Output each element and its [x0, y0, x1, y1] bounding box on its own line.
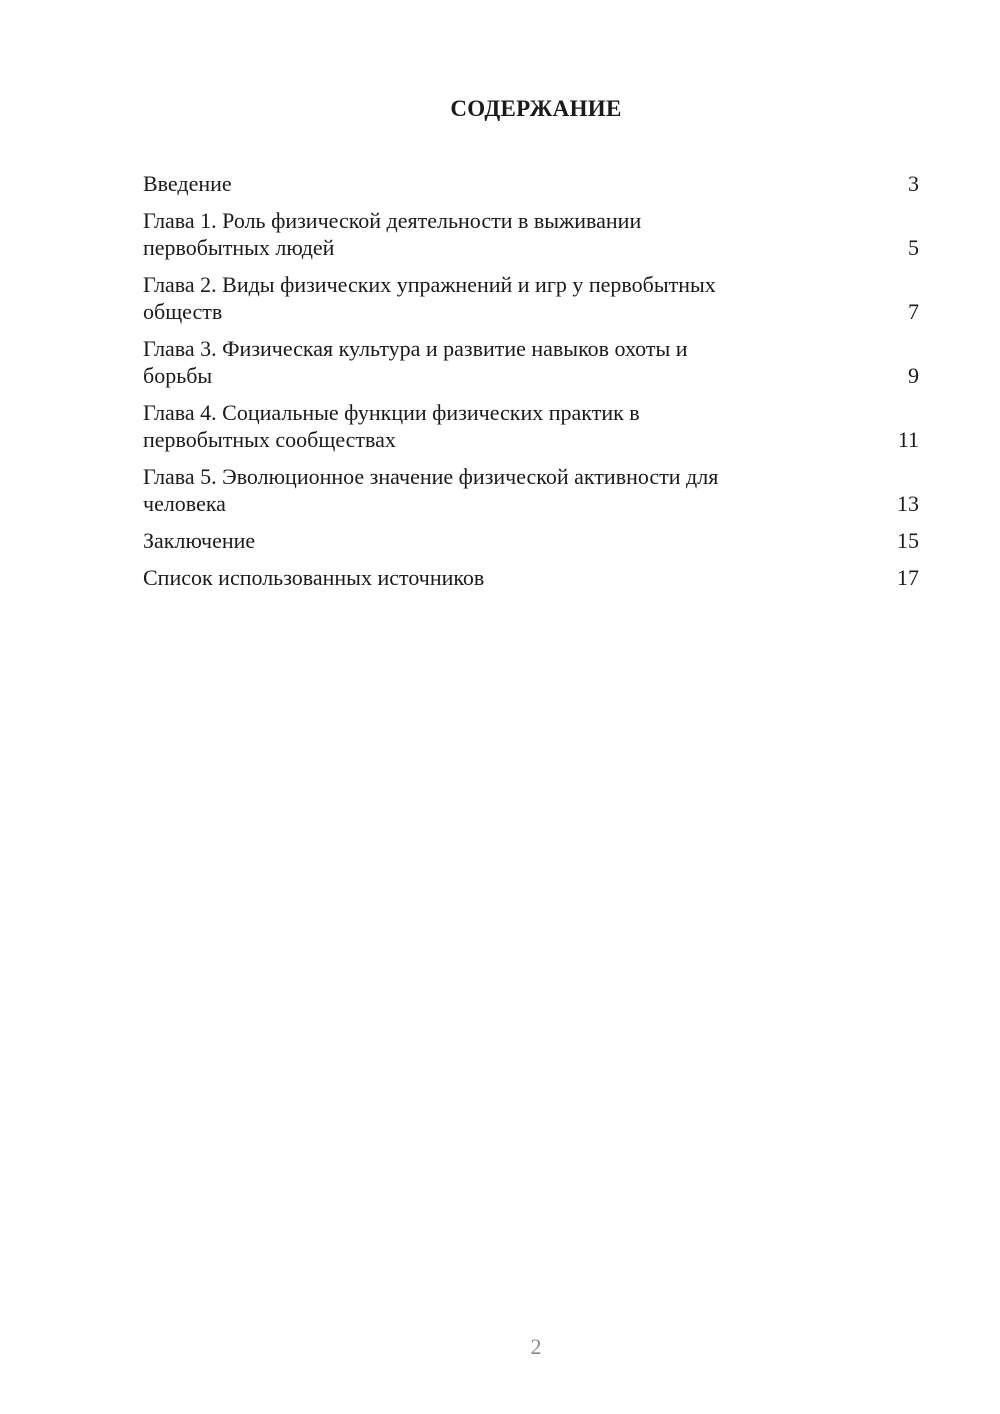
toc-entry-page: 13: [897, 491, 919, 516]
toc-entry-page: 5: [908, 235, 919, 260]
toc-entry-line: первобытных людей: [143, 235, 335, 260]
toc-entry-line: обществ: [143, 299, 223, 324]
toc-entry-line: первобытных сообществах: [143, 427, 396, 452]
toc-entry-line: Глава 4. Социальные функции физических практик в: [143, 400, 640, 425]
toc-entry-line: борьбы: [143, 363, 213, 388]
toc-entry-line: Заключение: [143, 528, 256, 553]
toc-entry-conclusion[interactable]: [143, 527, 919, 554]
toc-entry-line: Список использованных источников: [143, 565, 485, 590]
toc-entry-label: [143, 463, 843, 517]
toc-entry-label: [143, 527, 843, 554]
toc-entry-line: Глава 2. Виды физических упражнений и игр у первобытных: [143, 272, 716, 297]
toc-entry-label: [143, 170, 843, 197]
toc-entry-page: 7: [908, 299, 919, 324]
toc-entry-chapter-2[interactable]: [143, 271, 919, 325]
toc-entry-label: [143, 564, 843, 591]
page-title: СОДЕРЖАНИЕ: [450, 96, 622, 121]
toc-entry-page: 11: [897, 427, 919, 452]
toc-entry-line: Глава 1. Роль физической деятельности в выживании: [143, 208, 642, 233]
toc-entry-chapter-3[interactable]: [143, 335, 919, 389]
toc-entry-line: Введение: [143, 171, 232, 196]
page-number: 2: [530, 1334, 542, 1359]
toc-entry-chapter-1[interactable]: [143, 207, 919, 261]
toc-entry-line: Глава 5. Эволюционное значение физической активности для: [143, 464, 719, 489]
toc-entry-page: 17: [897, 565, 919, 590]
toc-entry-chapter-5[interactable]: [143, 463, 919, 517]
toc-entry-label: [143, 271, 843, 325]
toc-entry-page: 9: [908, 363, 919, 388]
toc-entry-page: 3: [908, 171, 919, 196]
table-of-contents: [143, 170, 919, 601]
toc-entry-label: [143, 335, 843, 389]
toc-entry-introduction[interactable]: [143, 170, 919, 197]
toc-entry-references[interactable]: [143, 564, 919, 591]
toc-entry-label: [143, 207, 843, 261]
toc-entry-line: Глава 3. Физическая культура и развитие навыков охоты и: [143, 336, 688, 361]
toc-entry-label: [143, 399, 843, 453]
toc-entry-page: 15: [897, 528, 919, 553]
toc-entry-chapter-4[interactable]: [143, 399, 919, 453]
toc-entry-line: человека: [143, 491, 226, 516]
